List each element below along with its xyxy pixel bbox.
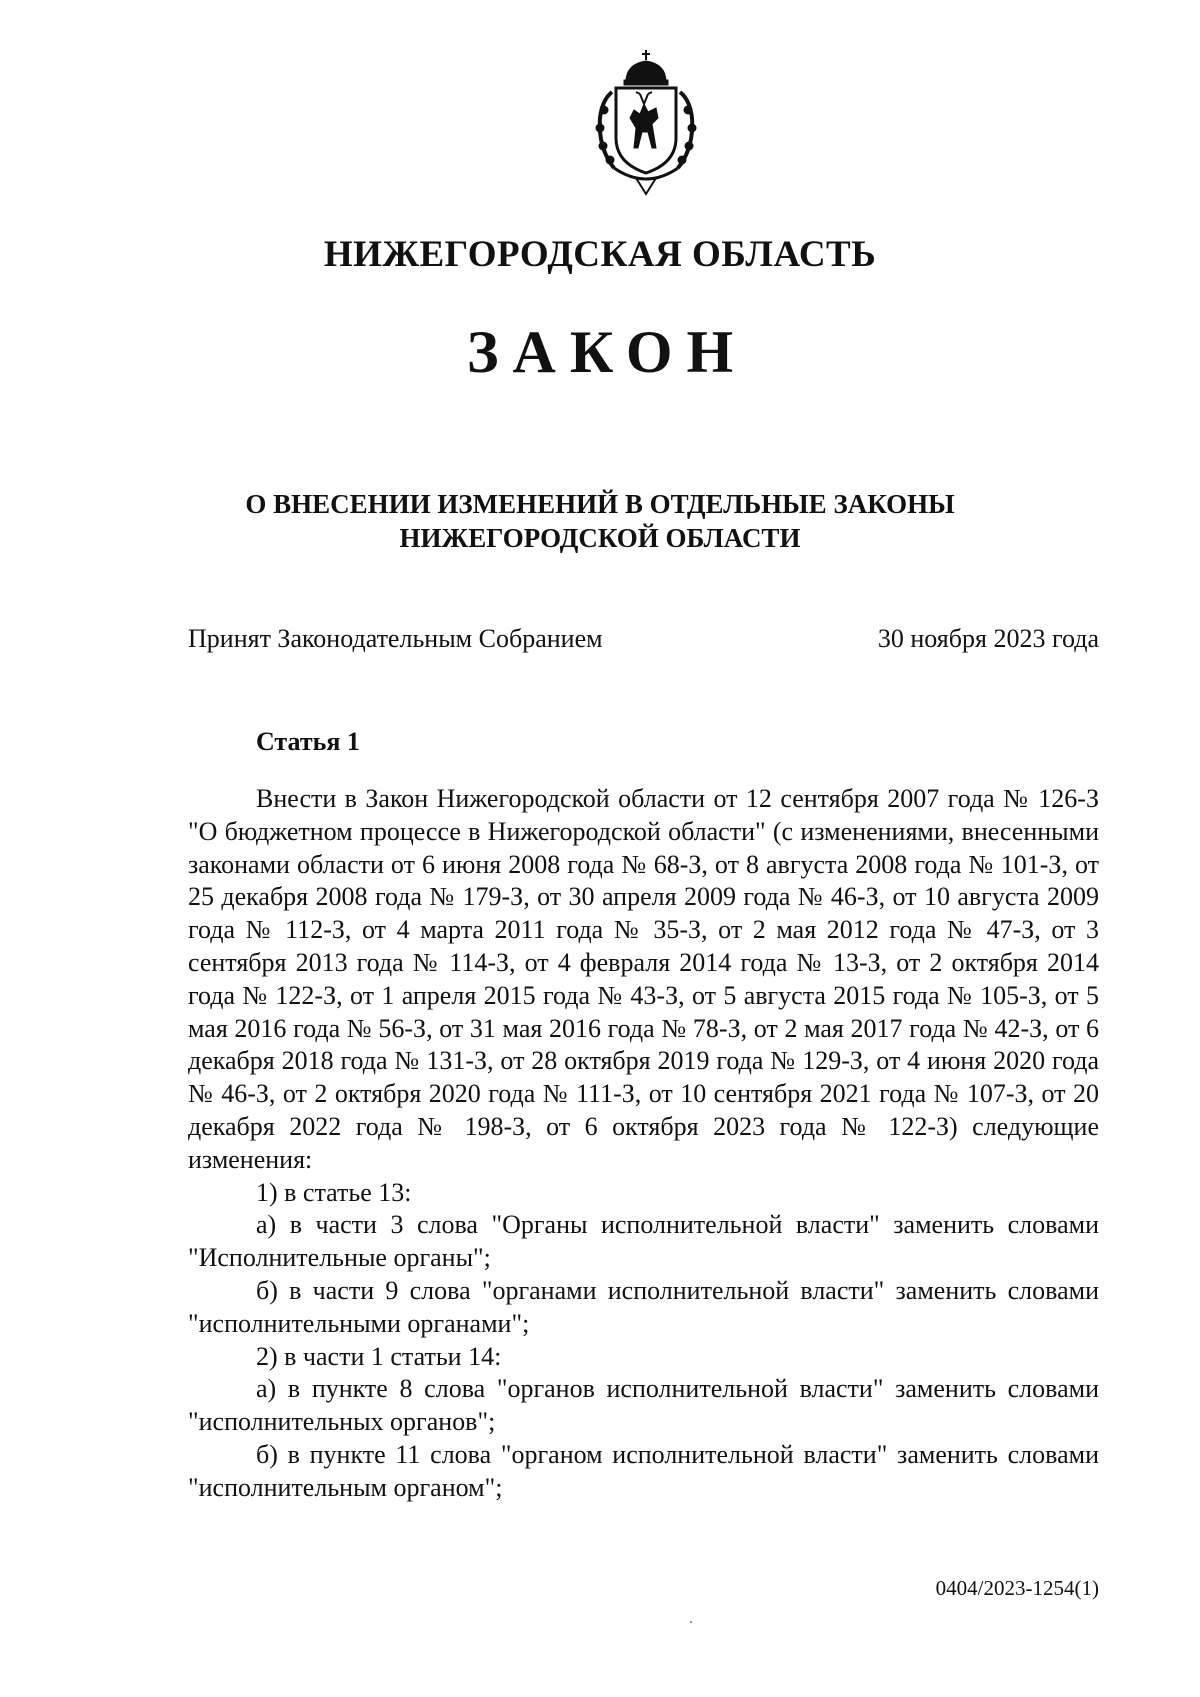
document-code: 0404/2023-1254(1) (935, 1576, 1099, 1600)
article-paragraph: Внести в Закон Нижегородской области от 12 сентября 2007 года № 126-З "О бюджетном процессе в Нижегородской области" (с изменениями, внесенными законами области от 6 июня 2008 года № 68-З, от 8 августа 2008 года № 101-З, от 25 декабря 2008 года № 179-З, от 30 апреля 2009 года № 46-З, от 10 августа 2009 года № 112-З, от 4 марта 2011 года № 35-З, от 2 мая 2012 года № 47-З, от 3 сентября 2013 года № 114-З, от 4 февраля 2014 года № 13-З, от 2 октября 2014 года № 122-З, от 1 апреля 2015 года № 43-З, от 5 августа 2015 года № 105-З, от 5 мая 2016 года № 56-З, от 31 мая 2016 года № 78-З, от 2 мая 2017 года № 42-З, от 6 декабря 2018 года № 131-З, от 28 октября 2019 года № 129-З, от 4 июня 2020 года № 46-З, от 2 октября 2020 года № 111-З, от 10 сентября 2021 года № 107-З, от 20 декабря 2022 года № 198-З, от 6 октября 2023 года № 122-З) следующие изменения: (188, 784, 1099, 1174)
article-paragraph: б) в пункте 11 слова "органом исполнительной власти" заменить словами "исполнительным органом"; (188, 1439, 1099, 1502)
article-paragraph: а) в части 3 слова "Органы исполнительной власти" заменить словами "Исполнительные органы"; (188, 1210, 1099, 1273)
adoption-date: 30 ноября 2023 года (877, 624, 1099, 653)
article-paragraph: а) в пункте 8 слова "органов исполнительной власти" заменить словами "исполнительных органов"; (188, 1374, 1099, 1437)
article-heading: Статья 1 (256, 727, 360, 756)
law-title-line: НИЖЕГОРОДСКОЙ ОБЛАСТИ (399, 523, 801, 553)
document-type: ЗАКОН (466, 319, 748, 385)
article-paragraph: 1) в статье 13: (256, 1177, 412, 1207)
article-paragraph: 2) в части 1 статьи 14: (256, 1341, 502, 1371)
article-paragraph: б) в части 9 слова "органами исполнительной власти" заменить словами "исполнительными органами"; (188, 1275, 1099, 1338)
scan-speck (690, 1621, 692, 1623)
coat-of-arms-icon (585, 48, 707, 198)
region-name: НИЖЕГОРОДСКАЯ ОБЛАСТЬ (323, 234, 877, 275)
adopted-by: Принят Законодательным Собранием (188, 624, 603, 653)
law-title-line: О ВНЕСЕНИИ ИЗМЕНЕНИЙ В ОТДЕЛЬНЫЕ ЗАКОНЫ (245, 489, 955, 519)
article-body (188, 783, 1099, 1505)
law-title (0, 487, 1200, 555)
